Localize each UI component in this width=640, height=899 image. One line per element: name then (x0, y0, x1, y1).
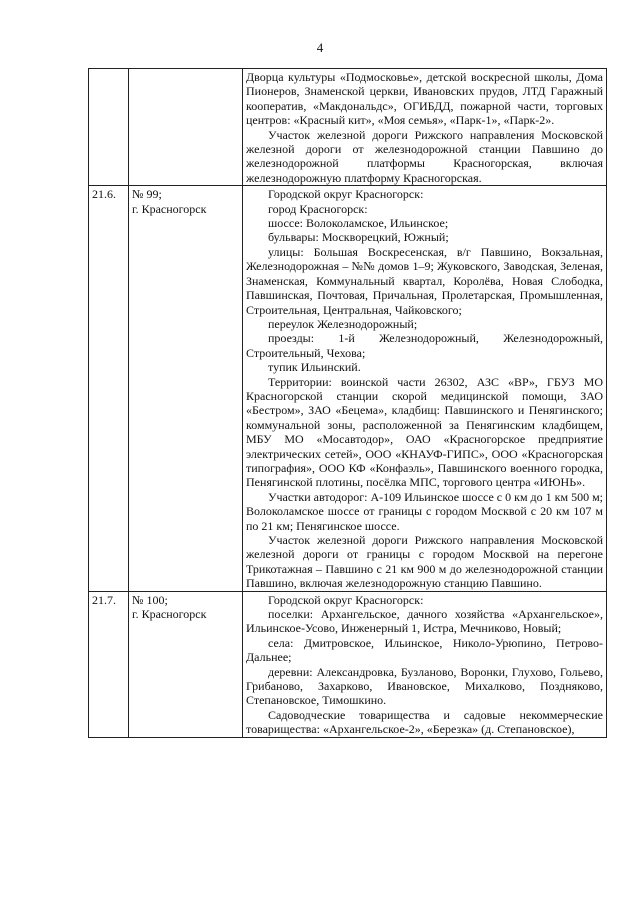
row-number (89, 69, 129, 186)
description-paragraph: Участки автодорог: А-109 Ильинское шоссе с 0 км до 1 км 500 м; Волоколамское шоссе от границы с городом Москвой с 20 км 107 м по 21 км; Пенягинское шоссе. (246, 489, 603, 533)
description-paragraph: Дворца культуры «Подмосковье», детской воскресной школы, Дома Пионеров, Знаменской церкви, Ивановских прудов, ЛТД Гаражный кооператив, «Макдональдс», ОГИБДД, пожарной части, торговых центров: «Красный кит», «Моя семья», «Парк-1», «Парк-2». (246, 70, 603, 128)
electoral-district (129, 186, 243, 591)
district-line: № 100; (132, 592, 168, 607)
district-description (243, 186, 607, 591)
table-row (89, 591, 607, 737)
description-paragraph: поселки: Архангельское, дачного хозяйства «Архангельское», Ильинское-Усово, Инженерный 1, Истра, Мечниково, Новый; (246, 607, 603, 636)
district-description (243, 69, 607, 186)
description-paragraph: бульвары: Москворецкий, Южный; (268, 230, 449, 245)
description-paragraph: Садоводческие товарищества и садовые некоммерческие товарищества: «Архангельское-2», «Березка» (д. Степановское), (246, 707, 603, 737)
page-number: 4 (316, 40, 324, 55)
district-table (88, 68, 607, 738)
description-paragraph: город Красногорск: (268, 201, 368, 216)
row-number: 21.7. (89, 591, 129, 737)
table-row (89, 69, 607, 186)
description-paragraph: Городской округ Красногорск: (268, 187, 424, 202)
description-paragraph: Территории: воинской части 26302, АЗС «ВР», ГБУЗ МО Красногорской станции скорой медицинской помощи, ЗАО «Бестром», ЗАО «Бецема», кладбищ: Павшинского и Пенягинского; коммунальной зоны, расположенной за Пенягинским кладбищем, МБУ МО «Мосавтодор», ОАО «Красногорское предприятие электрических сетей», ООО «КНАУФ-ГИПС», ООО «Красногорская типография», ООО КФ «Конфаэль», Павшинского военного городка, Пенягинской плотины, посёлка МПС, торгового центра «ИЮНЬ». (246, 374, 603, 490)
description-paragraph: Участок железной дороги Рижского направления Московской железной дороги от границы с городом Москвой на перегоне Трикотажная – Павшино с 21 км 900 м до железнодорожной станции Павшино, включая железнодорожную станцию Павшино. (246, 533, 603, 591)
district-table-body (89, 69, 607, 738)
description-paragraph: села: Дмитровское, Ильинское, Николо-Урюпино, Петрово-Дальнее; (246, 635, 603, 665)
electoral-district (129, 69, 243, 186)
description-paragraph: улицы: Большая Воскресенская, в/г Павшино, Вокзальная, Железнодорожная – №№ домов 1–9; Жуковского, Заводская, Зеленая, Знаменская, Коммунальный квартал, Королёва, Новая Слободка, Павшинская, Почтовая, Причальная, Пролетарская, Промышленная, Строительная, Центральная, Чайковского; (246, 244, 603, 317)
district-line: № 99; (132, 187, 162, 202)
description-paragraph: шоссе: Волоколамское, Ильинское; (268, 216, 449, 231)
table-row (89, 186, 607, 591)
district-description (243, 591, 607, 737)
electoral-district (129, 591, 243, 737)
district-line: г. Красногорск (132, 607, 207, 622)
district-line: г. Красногорск (132, 201, 207, 216)
description-paragraph: тупик Ильинский. (268, 360, 361, 375)
description-paragraph: Городской округ Красногорск: (268, 592, 424, 607)
description-paragraph: проезды: 1-й Железнодорожный, Железнодорожный, Строительный, Чехова; (246, 331, 603, 360)
row-number: 21.6. (89, 186, 129, 591)
description-paragraph: деревни: Александровка, Бузланово, Воронки, Глухово, Гольево, Грибаново, Захарково, Ивановское, Михалково, Поздняково, Степановское, Тимошкино. (246, 664, 603, 708)
description-paragraph: Участок железной дороги Рижского направления Московской железной дороги от железнодорожной станции Павшино до железнодорожной платформы Красногорская, включая железнодорожную платформу Красногорская. (246, 127, 603, 185)
description-paragraph: переулок Железнодорожный; (268, 316, 418, 331)
